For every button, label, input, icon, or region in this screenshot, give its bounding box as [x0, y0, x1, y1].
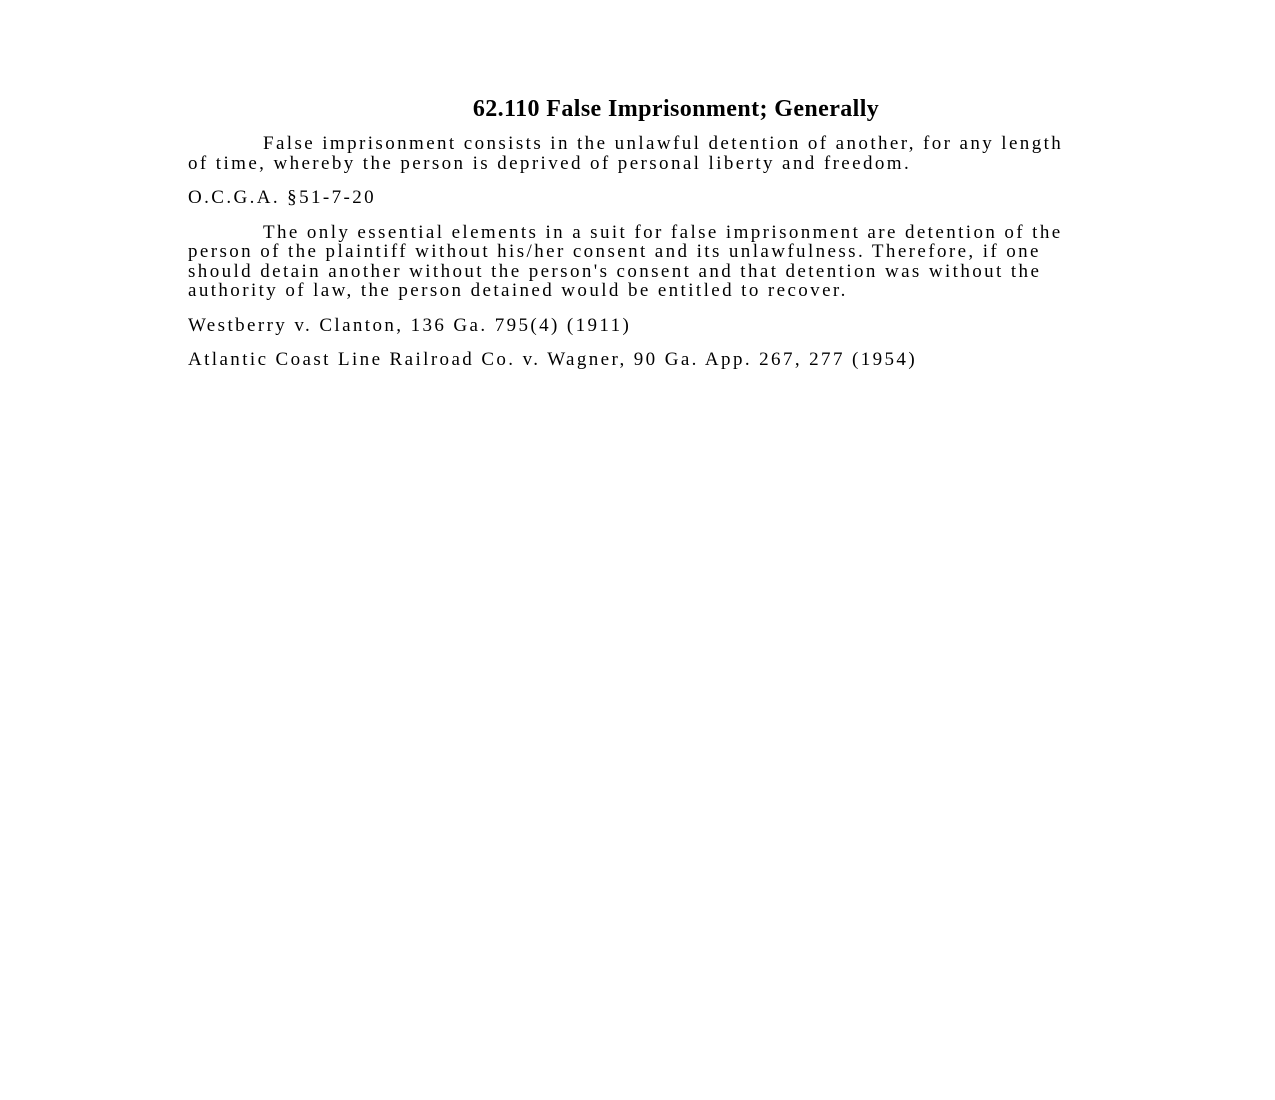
paragraph-elements: [188, 223, 1064, 301]
text-line: Atlantic Coast Line Railroad Co. v. Wagner, 90 Ga. App. 267, 277 (1954): [188, 349, 918, 370]
text-line: The only essential elements in a suit for false imprisonment are detention of the: [263, 221, 1063, 243]
section-title: 62.110 False Imprisonment; Generally: [472, 96, 880, 122]
text-line: O.C.G.A. §51-7-20: [188, 187, 377, 208]
case-citation-westberry: [188, 316, 1064, 336]
text-line: Westberry v. Clanton, 136 Ga. 795(4) (1911): [188, 314, 632, 336]
statute-citation: [188, 188, 1064, 208]
case-citation-atlantic: [188, 350, 1064, 370]
document-content: [188, 96, 1064, 370]
text-line: authority of law, the person detained would be entitled to recover.: [188, 280, 848, 301]
text-line: should detain another without the person's consent and that detention was without the: [188, 260, 1042, 282]
paragraph-definition: [188, 134, 1064, 173]
text-line: of time, whereby the person is deprived of personal liberty and freedom.: [188, 152, 912, 174]
text-line: person of the plaintiff without his/her consent and its unlawfulness. Therefore, if one: [188, 241, 1041, 262]
text-line: False imprisonment consists in the unlawful detention of another, for any length: [263, 133, 1064, 154]
